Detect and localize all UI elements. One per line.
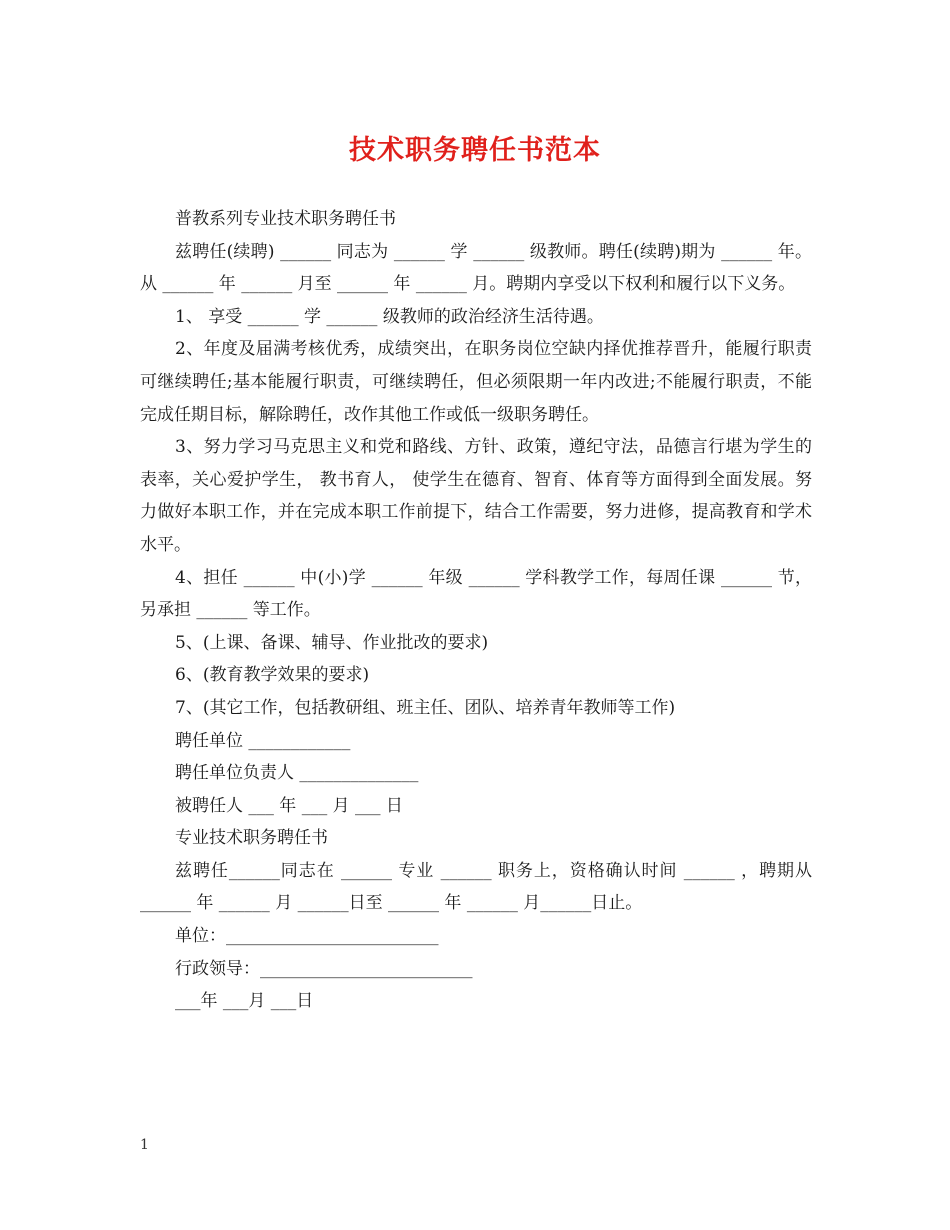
- document-title: 技术职务聘任书范本: [349, 135, 601, 166]
- paragraph-admin-leader: 行政领导：_________________________: [175, 958, 473, 979]
- paragraph-final-date: ___年 ___月 ___日: [175, 991, 314, 1012]
- paragraph-appointee-date: 被聘任人 ___ 年 ___ 月 ___ 日: [175, 795, 403, 816]
- paragraph-item-6: 6、(教育教学效果的要求): [175, 665, 370, 686]
- paragraph-item-7: 7、(其它工作，包括教研组、班主任、团队、培养青年教师等工作): [175, 697, 676, 718]
- paragraph-item-5: 5、(上课、备课、辅导、作业批改的要求): [175, 632, 489, 653]
- paragraph-subtitle: 普教系列专业技术职务聘任书: [175, 209, 396, 229]
- document-body: [140, 203, 812, 1018]
- page-number: 1: [140, 1137, 149, 1153]
- paragraph-unit-signature: 单位：_________________________: [175, 926, 439, 947]
- paragraph-second-appointment: 兹聘任______同志在 ______ 专业 ______ 职务上，资格确认时间 ______ ，聘期从 ______ 年 ______ 月 ______日至 ______ 年 ______ 月______日止。: [140, 860, 812, 914]
- paragraph-item-1: 1、 享受 ______ 学 ______ 级教师的政治经济生活待遇。: [175, 306, 604, 327]
- paragraph-appointment: 兹聘任(续聘) ______ 同志为 ______ 学 ______ 级教师。聘任(续聘)期为 ______ 年。从 ______ 年 ______ 月至 ______ 年 ______ 月。聘期内享受以下权利和履行以下义务。: [140, 241, 812, 295]
- paragraph-item-2: 2、年度及届满考核优秀，成绩突出，在职务岗位空缺内择优推荐晋升，能履行职责可继续聘任;基本能履行职责，可继续聘任，但必须限期一年内改进;不能履行职责，不能完成任期目标，解除聘任，改作其他工作或低一级职务聘任。: [140, 339, 812, 425]
- paragraph-item-3: 3、努力学习马克思主义和党和路线、方针、政策，遵纪守法，品德言行堪为学生的表率，关心爱护学生， 教书育人， 使学生在德育、智育、体育等方面得到全面发展。努力做好本职工作，并在完成本职工作前提下，结合工作需要，努力进修，提高教育和学术水平。: [140, 437, 812, 555]
- paragraph-item-4: 4、担任 ______ 中(小)学 ______ 年级 ______ 学科教学工作，每周任课 ______ 节，另承担 ______ 等工作。: [140, 567, 812, 621]
- paragraph-employer-unit: 聘任单位 ____________: [175, 730, 351, 751]
- paragraph-second-title: 专业技术职务聘任书: [175, 828, 328, 849]
- paragraph-employer-leader: 聘任单位负责人 ______________: [175, 763, 419, 784]
